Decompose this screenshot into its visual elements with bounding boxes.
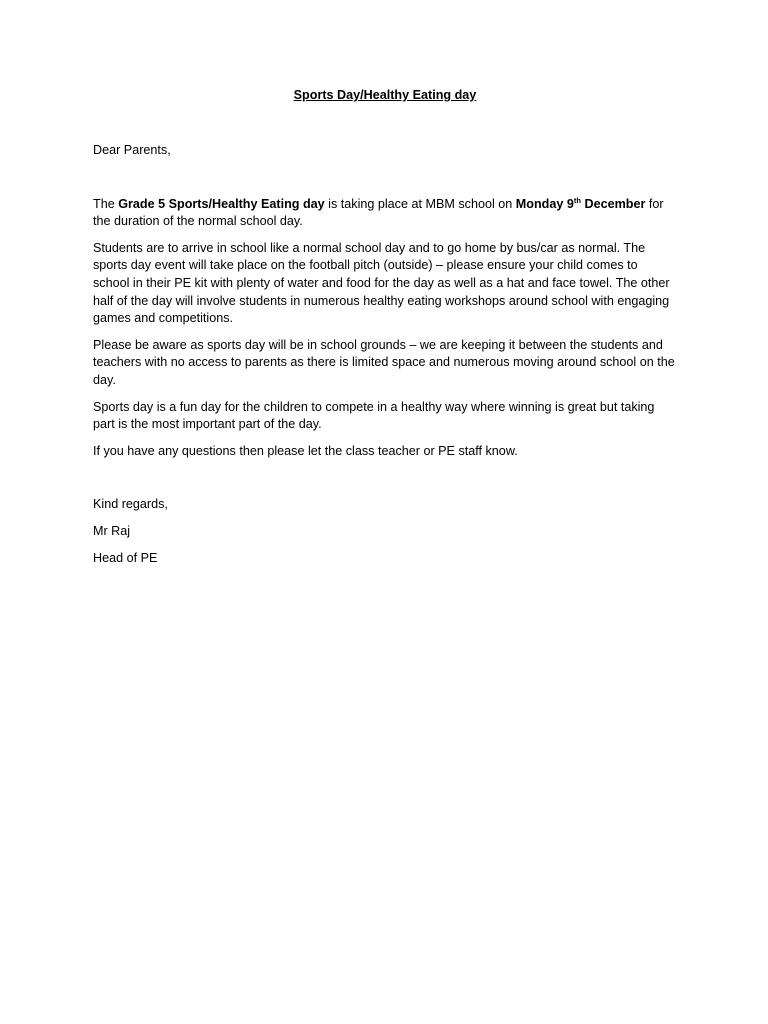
event-text-3: for the duration of the normal school day. <box>93 196 664 229</box>
signature-title: Head of PE <box>93 550 158 565</box>
event-text-1: The <box>93 196 119 211</box>
event-paragraph <box>93 196 677 231</box>
event-date <box>516 197 646 211</box>
event-date-month: December <box>580 196 646 211</box>
event-date-suffix: th <box>573 195 581 205</box>
event-date-day: Monday 9 <box>515 196 574 211</box>
arrival-paragraph: Students are to arrive in school like a normal school day and to go home by bus/car as normal. The sports day event will take place on the football pitch (outside) – please ensure your child comes to school in their PE kit with plenty of water and food for the day as well as a hat and face towel. The other half of the day will involve students in numerous healthy eating workshops around school with engaging games and competitions. <box>93 240 670 326</box>
fun-day-paragraph: Sports day is a fun day for the children to compete in a healthy way where winning is great but taking part is the most important part of the day. <box>93 399 655 432</box>
letter-body <box>93 87 677 576</box>
letter-title: Sports Day/Healthy Eating day <box>293 88 477 102</box>
event-text-2: is taking place at MBM school on <box>324 196 516 211</box>
location-paragraph: Please be aware as sports day will be in school grounds – we are keeping it between the students and teachers with no access to parents as there is limited space and numerous moving around school on the day. <box>93 337 675 387</box>
salutation: Dear Parents, <box>93 143 171 157</box>
questions-paragraph: If you have any questions then please let the class teacher or PE staff know. <box>93 443 518 458</box>
closing: Kind regards, <box>93 497 168 512</box>
event-name: Grade 5 Sports/Healthy Eating day <box>118 196 325 211</box>
signature-name: Mr Raj <box>93 523 131 538</box>
